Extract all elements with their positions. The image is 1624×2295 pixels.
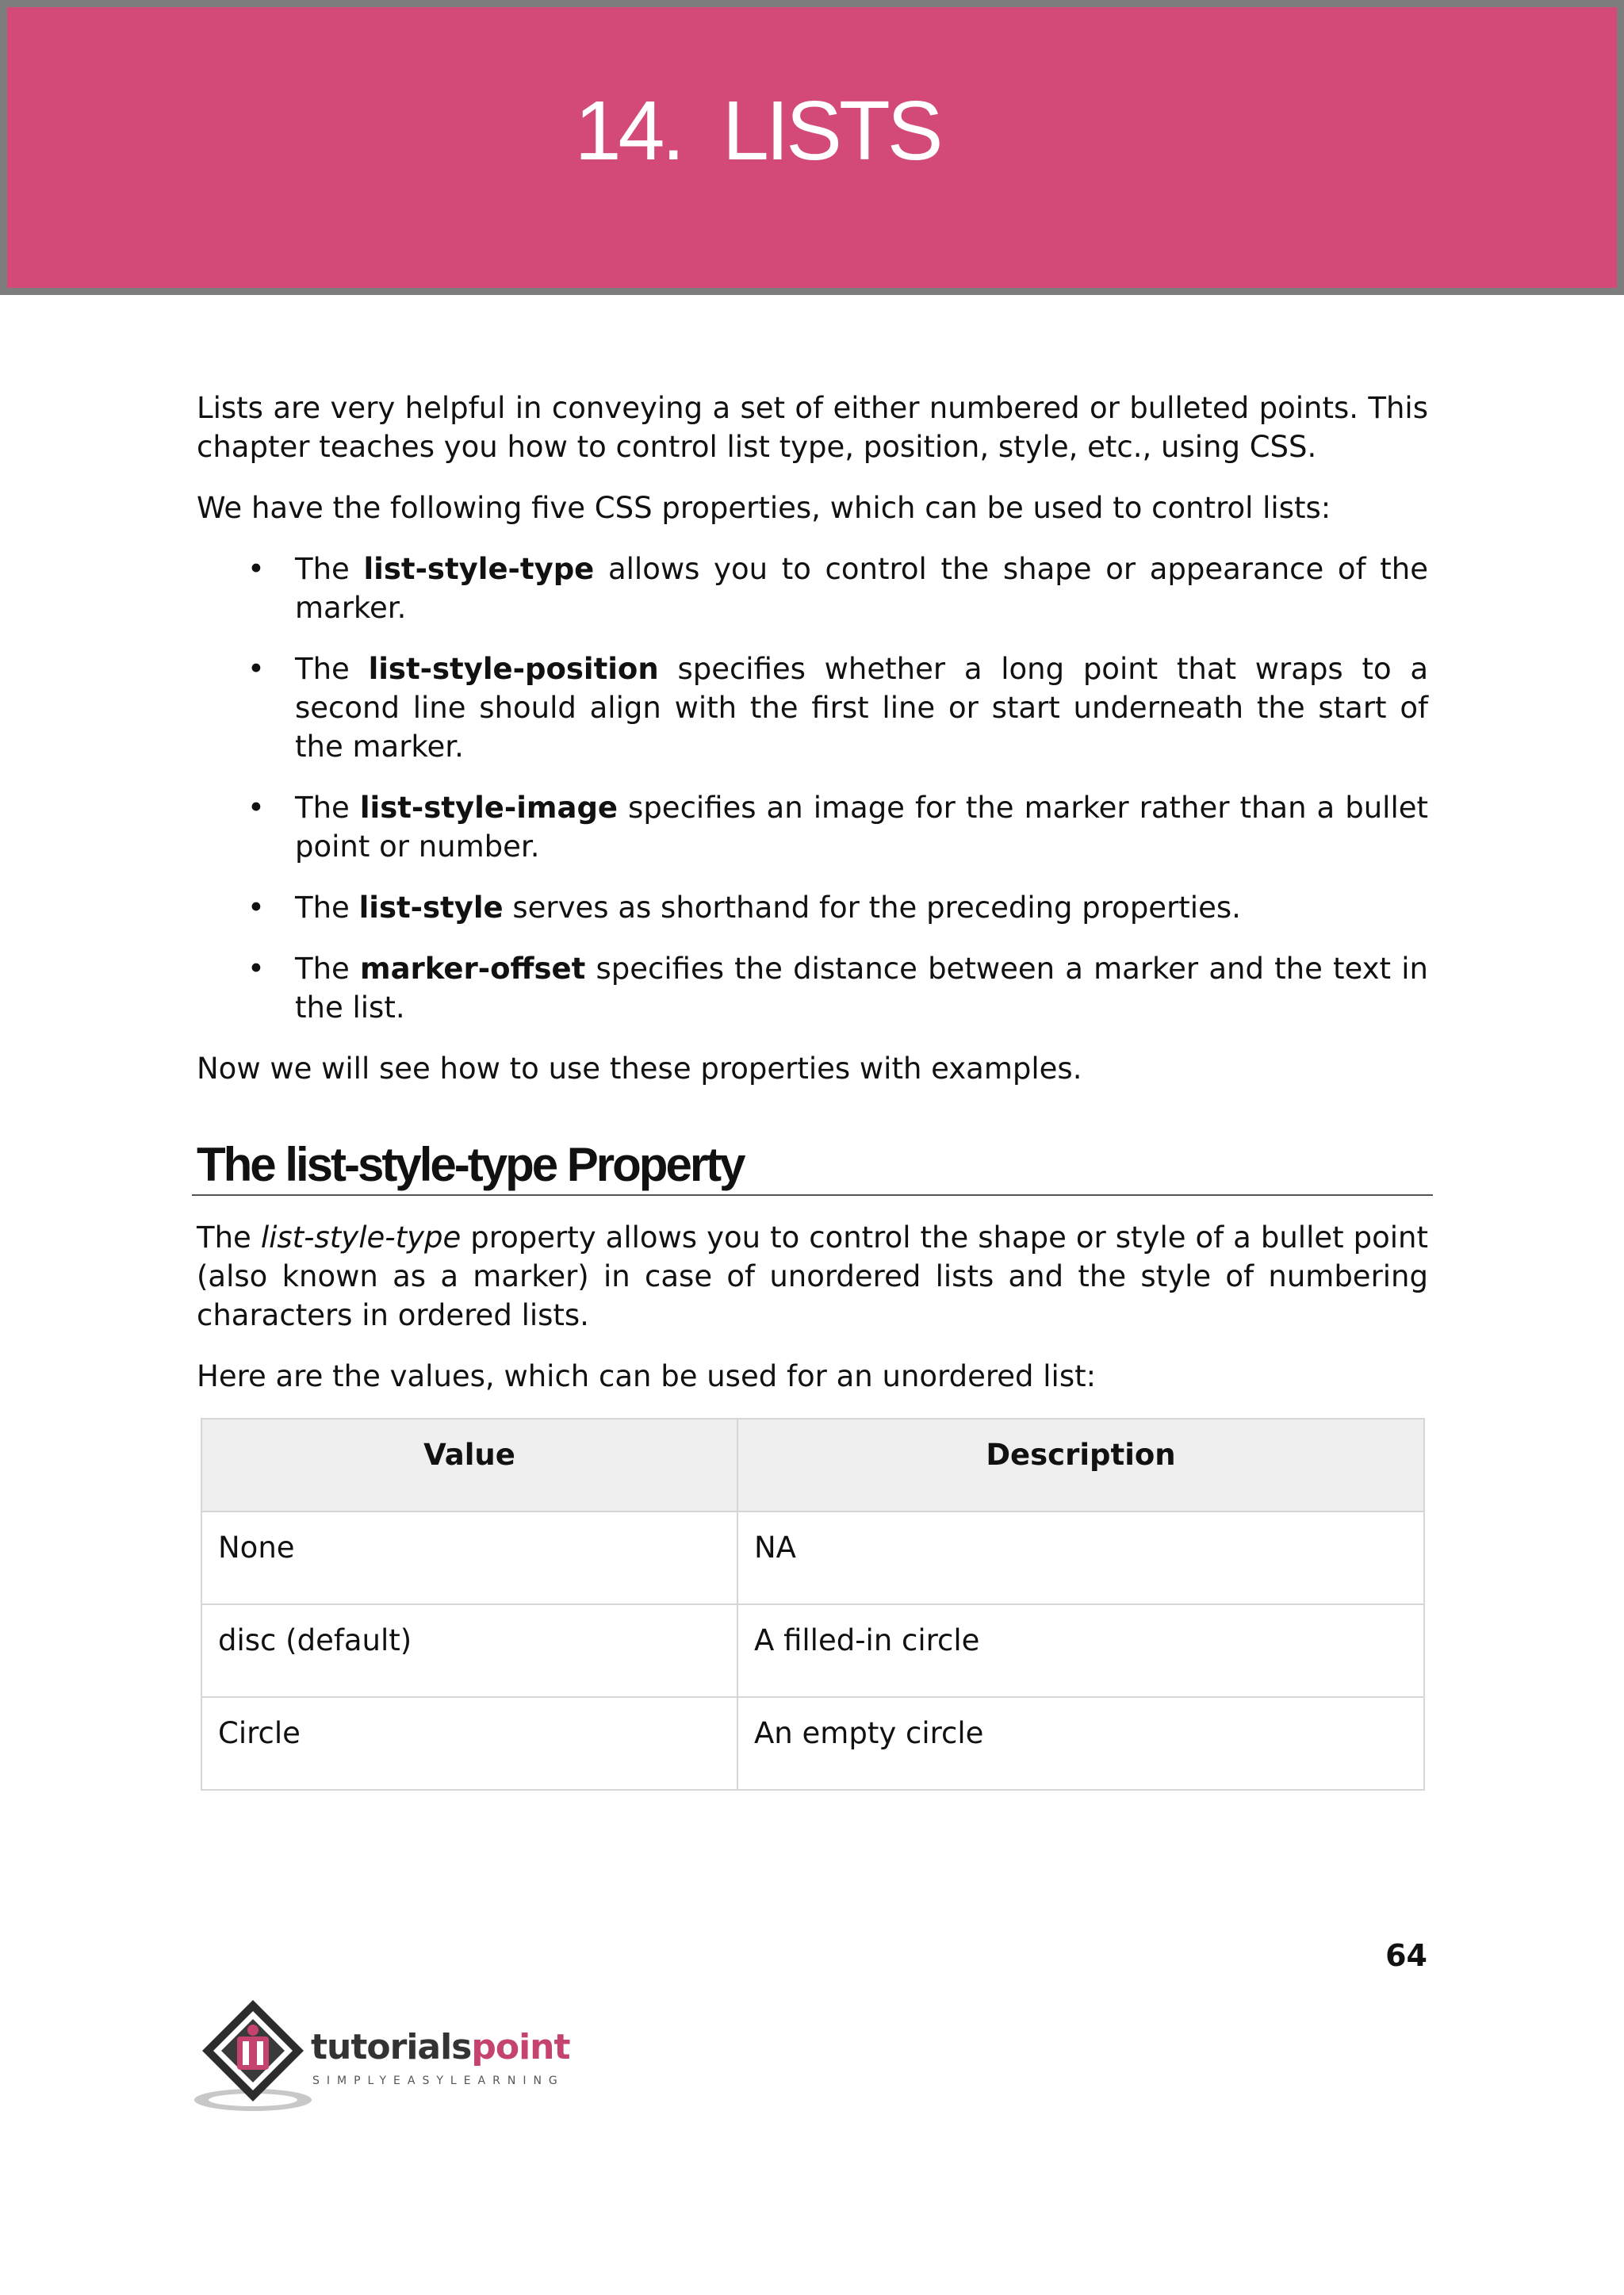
page-content <box>197 389 1428 1791</box>
list-item: • The marker-offset specifies the distance between a marker and the text in the list. <box>295 949 1428 1027</box>
property-keyword: list-style-type <box>363 552 595 586</box>
values-table <box>201 1418 1425 1791</box>
closing-paragraph: Now we will see how to use these properties with examples. <box>197 1052 1082 1086</box>
description-cell: An empty circle <box>737 1697 1424 1790</box>
table-intro: Here are the values, which can be used for an unordered list: <box>197 1359 1097 1393</box>
intro-paragraph: Lists are very helpful in conveying a set of either numbered or bulleted points. This chapter teaches you how to control list type, position, style, etc., using CSS. <box>197 391 1428 464</box>
list-item: • The list-style-position specifies whether a long point that wraps to a second line should align with the first line or start underneath the start of the marker. <box>295 649 1428 766</box>
section-heading: The list-style-type Property <box>192 1137 1433 1196</box>
inline-code-term: list-style-type <box>260 1220 462 1255</box>
list-item: • The list-style-type allows you to control the shape or appearance of the marker. <box>295 550 1428 627</box>
value-cell: disc (default) <box>201 1604 737 1697</box>
bullet-icon: • <box>247 952 265 986</box>
column-header-description: Description <box>737 1419 1424 1511</box>
chapter-title: 14. LISTS <box>574 84 940 178</box>
logo-wordmark: tutorialspoint <box>311 2027 570 2067</box>
bullet-icon: • <box>247 891 265 925</box>
property-keyword: list-style <box>358 891 504 925</box>
properties-list <box>197 550 1428 1027</box>
page-number: 64 <box>1385 1938 1427 1973</box>
list-item: • The list-style serves as shorthand for the preceding properties. <box>295 888 1428 927</box>
value-cell: Circle <box>201 1697 737 1790</box>
list-item: • The list-style-image specifies an image for the marker rather than a bullet point or number. <box>295 788 1428 866</box>
bullet-icon: • <box>247 791 265 825</box>
table-row <box>201 1697 1424 1790</box>
table-row <box>201 1511 1424 1604</box>
column-header-value: Value <box>201 1419 737 1511</box>
logo-tagline: SIMPLYEASYLEARNING <box>312 2075 565 2087</box>
table-row <box>201 1604 1424 1697</box>
tutorialspoint-logo <box>193 1995 606 2114</box>
bullet-icon: • <box>247 552 265 586</box>
property-keyword: list-style-position <box>368 652 659 686</box>
description-cell: NA <box>737 1511 1424 1604</box>
description-cell: A filled-in circle <box>737 1604 1424 1697</box>
section-paragraph: The list-style-type property allows you to control the shape or style of a bullet point (also known as a marker) in case of unordered lists and the style of numbering characters in ordered lists. <box>197 1220 1428 1332</box>
bullet-icon: • <box>247 652 265 686</box>
properties-intro: We have the following five CSS properties, which can be used to control lists: <box>197 491 1331 525</box>
property-keyword: list-style-image <box>359 791 619 825</box>
logo-emblem-icon <box>193 1995 312 2114</box>
property-keyword: marker-offset <box>360 952 586 986</box>
table-header-row <box>201 1419 1424 1511</box>
value-cell: None <box>201 1511 737 1604</box>
